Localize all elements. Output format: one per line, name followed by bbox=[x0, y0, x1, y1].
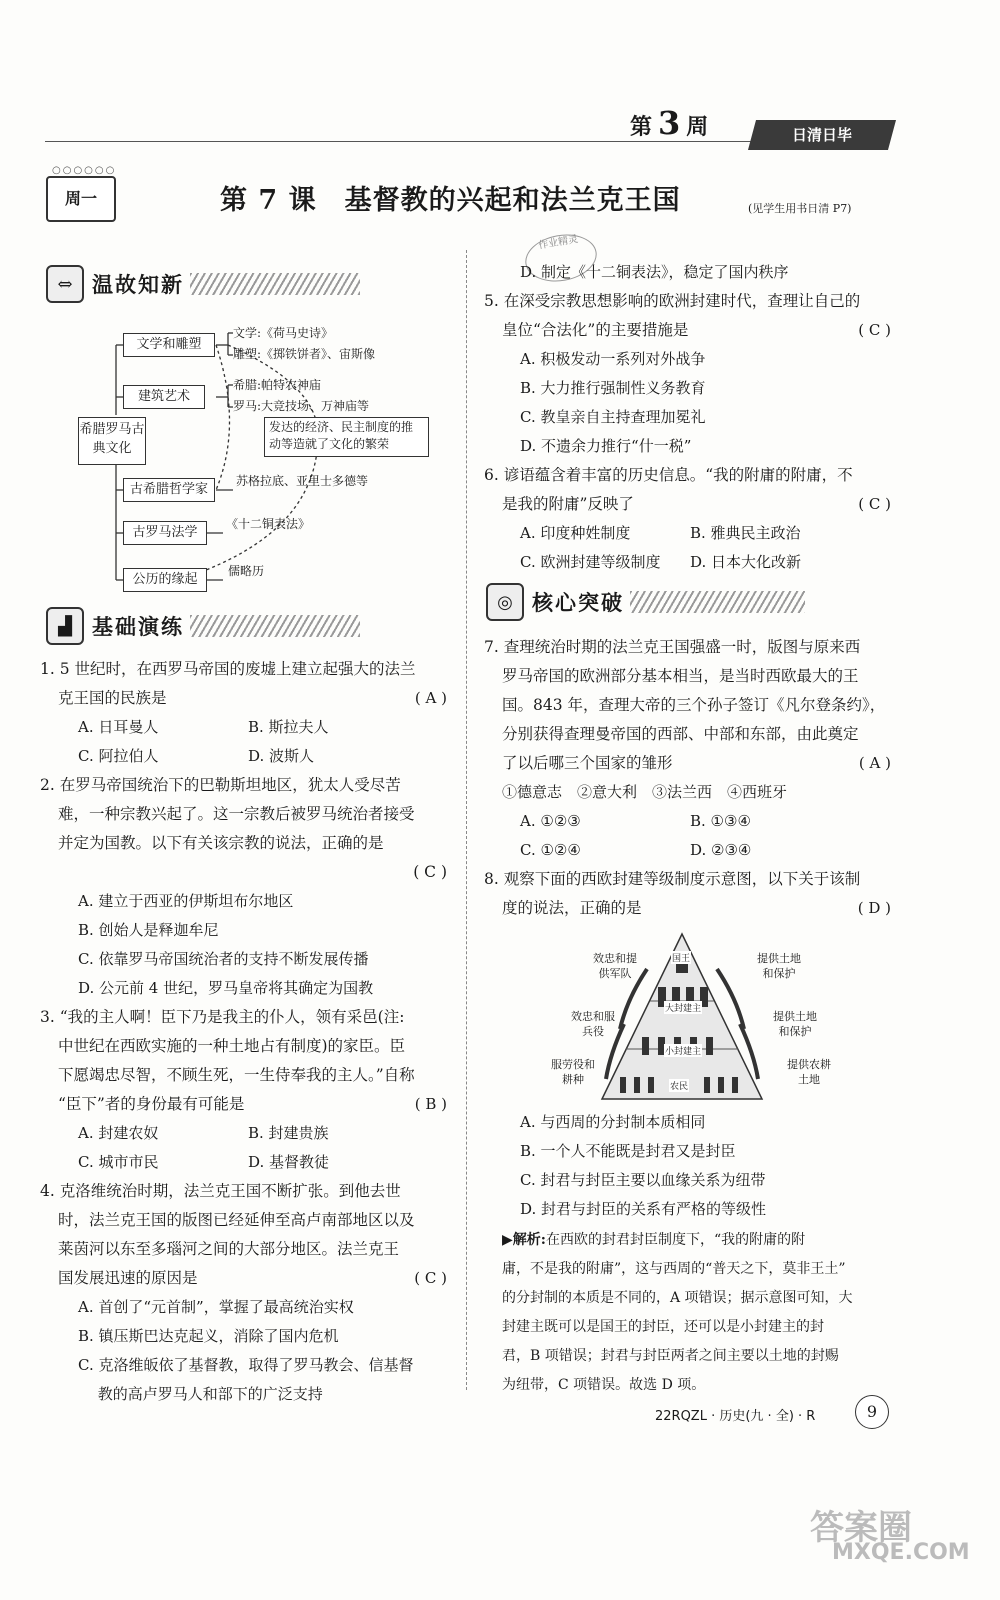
analysis-line: 君，B 项错误；封君与封臣两者之间主要以土地的封赐 bbox=[502, 1348, 839, 1364]
question-stem: 6. 谚语蕴含着丰富的历史信息。“我的附庸的附庸，不 bbox=[484, 466, 853, 484]
mindmap bbox=[78, 325, 468, 595]
option: A. 积极发动一系列对外战争 bbox=[520, 350, 706, 368]
section-practice-header bbox=[46, 608, 360, 644]
analysis-label: 解析: bbox=[512, 1232, 546, 1248]
option: D. 公元前 4 世纪，罗马皇帝将其确定为国教 bbox=[78, 979, 374, 997]
option: D. 基督教徒 bbox=[248, 1153, 330, 1171]
mindmap-note: 希腊:帕特农神庙 bbox=[233, 378, 322, 392]
question-stem: 度的说法，正确的是 bbox=[502, 899, 642, 917]
core-question-list bbox=[484, 633, 899, 1400]
option: D. 制定《十二铜表法》，稳定了国内秩序 bbox=[520, 263, 789, 281]
pyramid-label: 提供土地和保护 bbox=[757, 952, 801, 980]
question-stem: 5. 在深受宗教思想影响的欧洲封建时代，查理让自己的 bbox=[484, 292, 861, 310]
option-row bbox=[484, 836, 899, 865]
feudal-pyramid-diagram bbox=[484, 929, 899, 1104]
mindmap-branch: 古希腊哲学家 bbox=[123, 478, 215, 502]
option: A. 印度种姓制度 bbox=[520, 524, 631, 542]
option: C. 城市市民 bbox=[78, 1153, 159, 1171]
option-row bbox=[484, 548, 899, 577]
mindmap-branch: 文学和雕塑 bbox=[123, 333, 215, 357]
mindmap-note: 文学:《荷马史诗》 bbox=[233, 326, 334, 340]
mindmap-note: 罗马:大竞技场、万神庙等 bbox=[233, 399, 370, 413]
option: 教的高卢罗马人和部下的广泛支持 bbox=[78, 1385, 323, 1403]
question-5 bbox=[484, 287, 899, 461]
question-stem: 克王国的民族是 bbox=[58, 689, 167, 707]
option: B. 镇压斯巴达克起义，消除了国内危机 bbox=[78, 1327, 339, 1345]
option: B. 封建贵族 bbox=[248, 1124, 329, 1142]
option: D. 不遗余力推行“什一税” bbox=[520, 437, 692, 455]
analysis-line: 的分封制的本质是不同的，A 项错误；据示意图可知，大 bbox=[502, 1290, 853, 1306]
question-stem: 2. 在罗马帝国统治下的巴勒斯坦地区，犹太人受尽苦 bbox=[40, 776, 401, 794]
footer-code: 22RQZL · 历史(九 · 全) · R bbox=[655, 1409, 816, 1424]
right-question-list bbox=[484, 287, 899, 577]
left-question-list bbox=[40, 655, 455, 1409]
mindmap-note: 儒略历 bbox=[228, 564, 265, 578]
pyramid-label: 效忠和服兵役 bbox=[571, 1010, 615, 1038]
question-stem: 中世纪在西欧实施的一种土地占有制度)的家臣。臣 bbox=[58, 1037, 406, 1055]
section-bar bbox=[190, 273, 360, 295]
analysis-line: 封建主既可以是国王的封臣，还可以是小封建主的封 bbox=[502, 1319, 824, 1335]
mindmap-branch: 古罗马法学 bbox=[123, 521, 207, 545]
option: D. 封君与封臣的关系有严格的等级性 bbox=[520, 1200, 767, 1218]
option-row bbox=[484, 519, 899, 548]
option-row bbox=[40, 742, 455, 771]
question-stem: 是我的附庸”反映了 bbox=[502, 495, 634, 513]
question-6 bbox=[484, 461, 899, 577]
stamp: 作业精灵 bbox=[522, 229, 601, 287]
pyramid-level: 国王 bbox=[671, 951, 691, 964]
answer: ( B ) bbox=[414, 1095, 447, 1113]
answer: ( C ) bbox=[414, 1269, 447, 1287]
option: B. 斯拉夫人 bbox=[248, 718, 329, 736]
analysis-icon: ▶ bbox=[502, 1232, 513, 1248]
watermark-url: MXQE.COM bbox=[832, 1540, 970, 1565]
option: D. 日本大化改新 bbox=[690, 553, 802, 571]
target-icon: ◎ bbox=[486, 583, 524, 621]
option: D. 波斯人 bbox=[248, 747, 315, 765]
option-row bbox=[40, 1119, 455, 1148]
option: C. 欧洲封建等级制度 bbox=[520, 553, 661, 571]
header-rule bbox=[45, 141, 765, 142]
option: ①德意志 ②意大利 ③法兰西 ④西班牙 bbox=[502, 783, 788, 801]
mindmap-note: 《十二铜表法》 bbox=[226, 517, 311, 531]
answer: ( C ) bbox=[858, 321, 891, 339]
lesson-title: 第 7 课 基督教的兴起和法兰克王国 bbox=[220, 185, 681, 216]
question-stem: 1. 5 世纪时，在西罗马帝国的废墟上建立起强大的法兰 bbox=[40, 660, 416, 678]
answer: ( A ) bbox=[414, 689, 447, 707]
option: A. 封建农奴 bbox=[78, 1124, 159, 1142]
question-stem: 难，一种宗教兴起了。这一宗教后被罗马统治者接受 bbox=[58, 805, 415, 823]
section-bar bbox=[190, 615, 360, 637]
pyramid-label: 提供农耕土地 bbox=[787, 1058, 831, 1086]
option: A. 首创了“元首制”，掌握了最高统治实权 bbox=[78, 1298, 354, 1316]
option-row bbox=[40, 713, 455, 742]
lesson-ref: (见学生用书日清 P7) bbox=[748, 202, 852, 215]
pyramid-label: 提供土地和保护 bbox=[773, 1010, 817, 1038]
question-4 bbox=[40, 1177, 455, 1409]
option-row bbox=[484, 807, 899, 836]
option: C. 克洛维皈依了基督教，取得了罗马教会、信基督 bbox=[78, 1356, 414, 1374]
section-title: 温故知新 bbox=[92, 273, 184, 297]
option: C. ①②④ bbox=[520, 841, 581, 859]
answer: ( A ) bbox=[858, 754, 891, 772]
option: C. 封君与封臣主要以血缘关系为纽带 bbox=[520, 1171, 766, 1189]
answer: ( C ) bbox=[858, 495, 891, 513]
section-title: 基础演练 bbox=[92, 615, 184, 639]
question-stem: 皇位“合法化”的主要措施是 bbox=[502, 321, 689, 339]
question-stem: 时，法兰克王国的版图已经延伸至高卢南部地区以及 bbox=[58, 1211, 415, 1229]
section-bar bbox=[630, 591, 805, 613]
pyramid-label: 服劳役和耕种 bbox=[551, 1058, 595, 1086]
question-stem: 国。843 年，查理大帝的三个孙子签订《凡尔登条约》， bbox=[502, 696, 886, 714]
question-stem: 并定为国教。以下有关该宗教的说法，正确的是 bbox=[58, 834, 384, 852]
mindmap-branch: 建筑艺术 bbox=[123, 385, 205, 409]
column-divider bbox=[466, 250, 467, 1390]
option: C. 依靠罗马帝国统治者的支持不断发展传播 bbox=[78, 950, 369, 968]
option: D. ②③④ bbox=[690, 841, 752, 859]
analysis-line: 庸，不是我的附庸”，这与西周的“普天之下，莫非王土” bbox=[502, 1261, 846, 1277]
option: B. 一个人不能既是封君又是封臣 bbox=[520, 1142, 736, 1160]
ring-binder-icon: ○○○○○○ bbox=[52, 165, 117, 176]
pyramid-level: 小封建主 bbox=[664, 1044, 702, 1057]
question-stem: 分别获得查理曼帝国的西部、中部和东部，由此奠定 bbox=[502, 725, 859, 743]
header-tag: 日清日毕 bbox=[748, 120, 896, 150]
mindmap-branch: 公历的缘起 bbox=[123, 568, 207, 592]
question-stem: 4. 克洛维统治时期，法兰克王国不断扩张。到他去世 bbox=[40, 1182, 401, 1200]
bar-chart-icon: ▟ bbox=[46, 607, 84, 645]
question-2 bbox=[40, 771, 455, 1003]
question-stem: 了以后哪三个国家的雏形 bbox=[502, 754, 673, 772]
analysis-line bbox=[484, 1226, 899, 1255]
section-core-header bbox=[486, 584, 805, 620]
analysis-text: 在西欧的封君封臣制度下，“我的附庸的附 bbox=[545, 1232, 806, 1248]
arrows-icon: ⇔ bbox=[46, 265, 84, 303]
page-number: 9 bbox=[855, 1395, 889, 1429]
pyramid-label: 效忠和提供军队 bbox=[593, 952, 637, 980]
option: B. 创始人是释迦牟尼 bbox=[78, 921, 219, 939]
option: C. 教皇亲自主持查理加冕礼 bbox=[520, 408, 706, 426]
section-review-header bbox=[46, 266, 360, 302]
analysis-line: 为纽带，C 项错误。故选 D 项。 bbox=[502, 1377, 706, 1393]
question-stem: 3. “我的主人啊！臣下乃是我主的仆人，领有采邑(注: bbox=[40, 1008, 405, 1026]
option: A. 日耳曼人 bbox=[78, 718, 159, 736]
option-row bbox=[40, 1148, 455, 1177]
option: B. 大力推行强制性义务教育 bbox=[520, 379, 706, 397]
option: A. 与西周的分封制本质相同 bbox=[520, 1113, 706, 1131]
option: C. 阿拉伯人 bbox=[78, 747, 159, 765]
question-stem: 下愿竭忠尽智，不顾生死，一生侍奉我的主人。”自称 bbox=[58, 1066, 415, 1084]
question-7 bbox=[484, 633, 899, 865]
answer: ( D ) bbox=[857, 899, 891, 917]
mindmap-note: 雕塑:《掷铁饼者》、宙斯像 bbox=[233, 347, 376, 361]
question-8 bbox=[484, 865, 899, 1400]
week-label: 第 3 周 bbox=[630, 104, 709, 142]
question-1 bbox=[40, 655, 455, 771]
mindmap-root: 希腊罗马古典文化 bbox=[78, 417, 146, 465]
question-stem: “臣下”者的身份最有可能是 bbox=[58, 1095, 245, 1113]
pyramid-level: 农民 bbox=[669, 1079, 689, 1092]
question-stem: 莱茵河以东至多瑙河之间的大部分地区。法兰克王 bbox=[58, 1240, 400, 1258]
option: B. ①③④ bbox=[690, 812, 751, 830]
analysis-block bbox=[484, 1226, 899, 1400]
question-3 bbox=[40, 1003, 455, 1177]
pyramid-level: 大封建主 bbox=[664, 1001, 702, 1014]
mindmap-summary: 发达的经济、民主制度的推动等造就了文化的繁荣 bbox=[264, 417, 429, 457]
section-title: 核心突破 bbox=[532, 591, 624, 615]
option: B. 雅典民主政治 bbox=[690, 524, 801, 542]
question-stem: 国发展迅速的原因是 bbox=[58, 1269, 198, 1287]
answer: ( C ) bbox=[413, 863, 447, 881]
question-stem: 8. 观察下面的西欧封建等级制度示意图，以下关于该制 bbox=[484, 870, 861, 888]
question-stem: 7. 查理统治时期的法兰克王国强盛一时，版图与原来西 bbox=[484, 638, 861, 656]
option: A. ①②③ bbox=[520, 812, 581, 830]
question-stem: 罗马帝国的欧洲部分基本相当，是当时西欧最大的王 bbox=[502, 667, 859, 685]
mindmap-note: 苏格拉底、亚里士多德等 bbox=[236, 474, 369, 488]
watermark-logo: 答案圈 bbox=[810, 1508, 912, 1548]
day-label: 周一 bbox=[46, 176, 116, 222]
option: A. 建立于西亚的伊斯坦布尔地区 bbox=[78, 892, 294, 910]
